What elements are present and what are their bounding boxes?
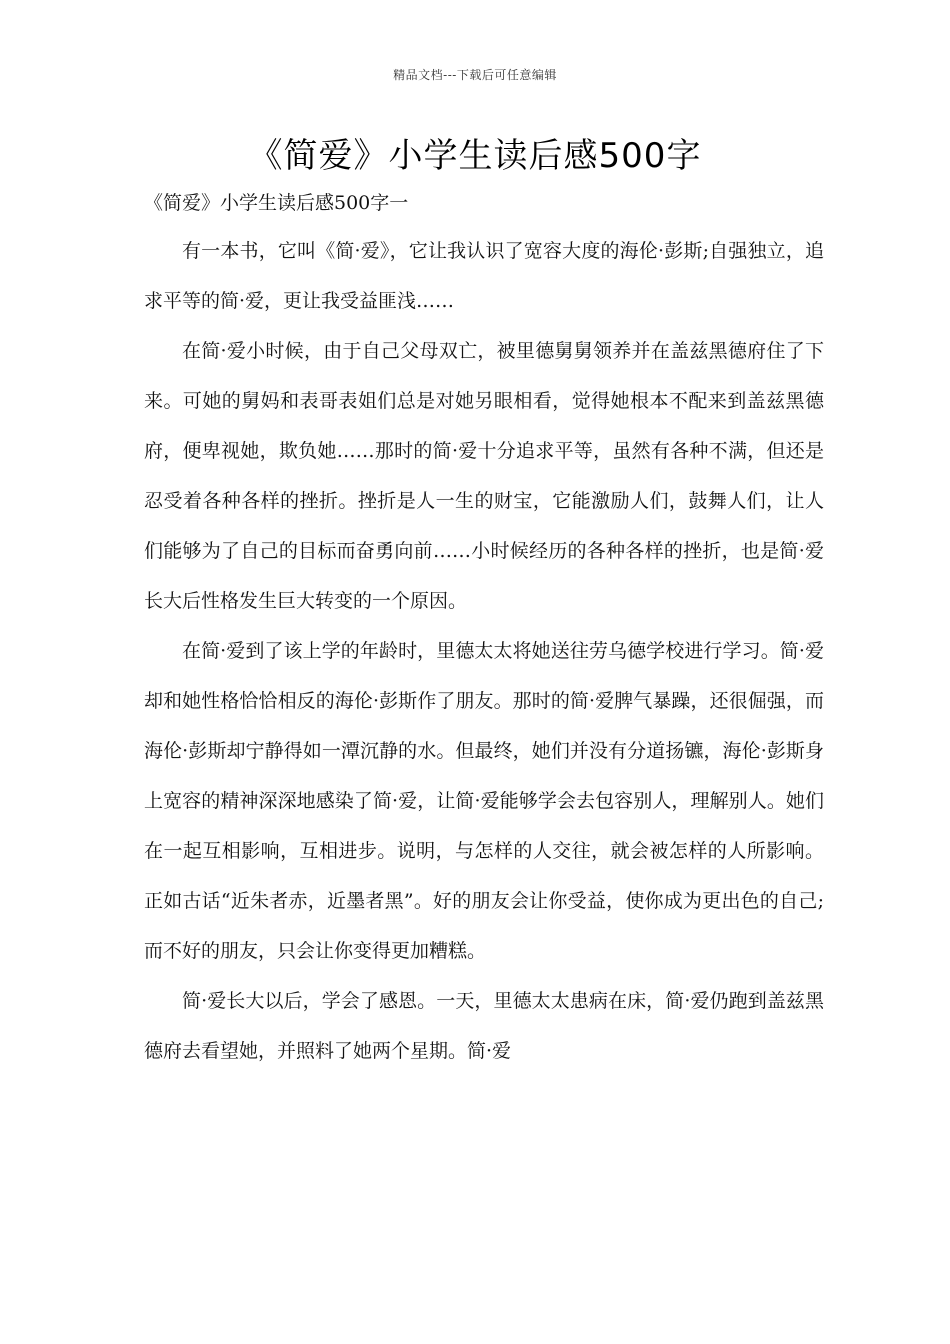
- paragraph: 在简·爱到了该上学的年龄时，里德太太将她送往劳乌德学校进行学习。简·爱却和她性格恰恰相反的海伦·彭斯作了朋友。那时的简·爱脾气暴躁，还很倔强，而海伦·彭斯却宁静得如一潭沉静的水。但最终，她们并没有分道扬镳，海伦·彭斯身上宽容的精神深深地感染了简·爱，让简·爱能够学会去包容别人，理解别人。她们在一起互相影响，互相进步。说明，与怎样的人交往，就会被怎样的人所影响。正如古话“近朱者赤，近墨者黑”。好的朋友会让你受益，使你成为更出色的自己;而不好的朋友，只会让你变得更加糟糕。: [144, 640, 824, 962]
- paragraph: 有一本书，它叫《简·爱》，它让我认识了宽容大度的海伦·彭斯;自强独立，追求平等的简·爱，更让我受益匪浅……: [144, 240, 824, 312]
- document-subtitle: 《简爱》小学生读后感500字一: [144, 192, 409, 214]
- paragraph: 在简·爱小时候，由于自己父母双亡，被里德舅舅领养并在盖兹黑德府住了下来。可她的舅妈和表哥表姐们总是对她另眼相看，觉得她根本不配来到盖兹黑德府，便卑视她，欺负她……那时的简·爱十分追求平等，虽然有各种不满，但还是忍受着各种各样的挫折。挫折是人一生的财宝，它能激励人们，鼓舞人们，让人们能够为了自己的目标而奋勇向前……小时候经历的各种各样的挫折，也是简·爱长大后性格发生巨大转变的一个原因。: [144, 340, 824, 612]
- document-title: 《简爱》小学生读后感500字: [248, 136, 702, 176]
- paragraph: 简·爱长大以后，学会了感恩。一天，里德太太患病在床，简·爱仍跑到盖兹黑德府去看望她，并照料了她两个星期。简·爱: [144, 990, 824, 1062]
- header-note: 精品文档---下载后可任意编辑: [393, 68, 557, 82]
- body-text: [144, 226, 824, 1076]
